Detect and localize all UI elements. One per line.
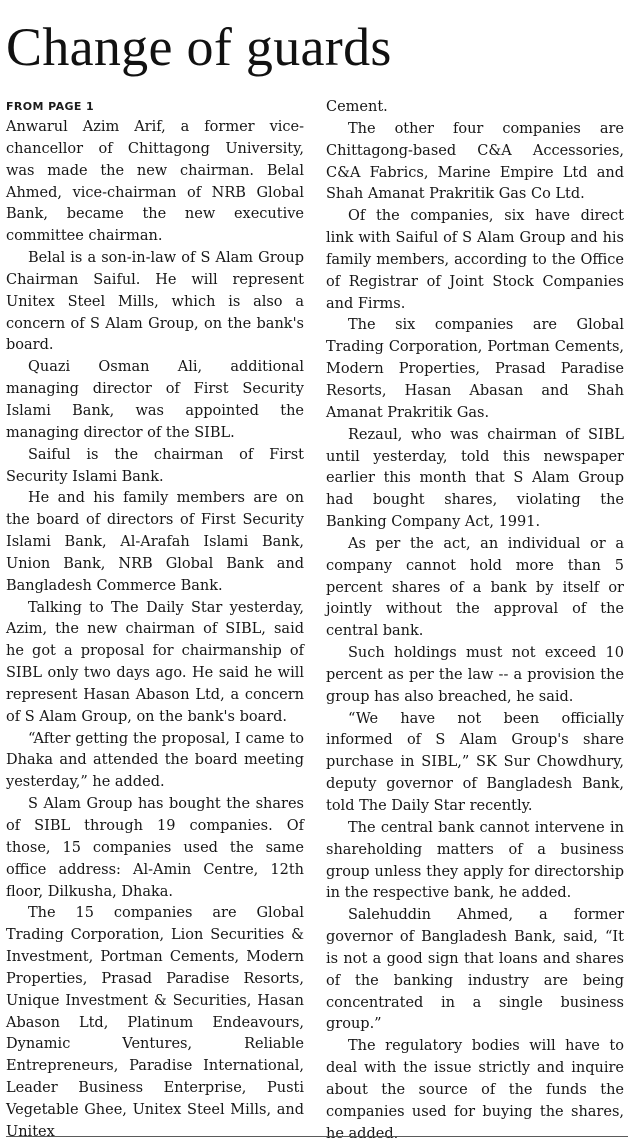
article-paragraph: The other four companies are Chittagong-based C&A Accessories, C&A Fabrics, Marine Empire Ltd and Shah Amanat Prakritik Gas Co Ltd. [326, 120, 624, 203]
article-paragraph: He and his family members are on the board of directors of First Security Islami Bank, Al-Arafah Islami Bank, Union Bank, NRB Global Bank and Bangladesh Commerce Bank. [6, 490, 304, 594]
article-paragraph: The 15 companies are Global Trading Corporation, Lion Securities & Investment, Portman Cements, Modern Properties, Prasad Paradise Resorts, Unique Investment & Securities, Hasan Abason Ltd, Platinum Endeavours, Dynamic Ventures, Reliable Entrepreneurs, Paradise International, Leader Business Enterprise, Pusti Vegetable Ghee, Unitex Steel Mills, and Unitex [6, 905, 304, 1140]
article-paragraph: As per the act, an individual or a company cannot hold more than 5 percent shares of a bank by itself or jointly without the approval of the central bank. [326, 535, 624, 640]
headline: Change of guards [6, 17, 392, 77]
article-paragraph: Rezaul, who was chairman of SIBL until yesterday, told this newspaper earlier this month that S Alam Group had bought shares, violating the Banking Company Act, 1991. [326, 426, 624, 531]
article-paragraph: “After getting the proposal, I came to Dhaka and attended the board meeting yesterday,” he added. [6, 730, 304, 791]
article-paragraph: Salehuddin Ahmed, a former governor of Bangladesh Bank, said, “It is not a good sign that loans and shares of the banking industry are being concentrated in a single business group.” [326, 907, 624, 1033]
article-paragraph: Belal is a son-in-law of S Alam Group Chairman Saiful. He will represent Unitex Steel Mills, which is also a concern of S Alam Group, on the bank's board. [6, 250, 304, 354]
continuation-kicker: FROM PAGE 1 [6, 100, 95, 113]
article-paragraph: Of the companies, six have direct link with Saiful of S Alam Group and his family members, according to the Office of Registrar of Joint Stock Companies and Firms. [326, 208, 624, 312]
article-paragraph: Cement. [326, 99, 388, 115]
article-paragraph: Anwarul Azim Arif, a former vice-chancellor of Chittagong University, was made the new chairman. Belal Ahmed, vice-chairman of NRB Global Bank, became the new executive committee chairman. [6, 119, 304, 245]
article-paragraph: The central bank cannot intervene in shareholding matters of a business group unless they apply for directorship in the respective bank, he added. [326, 819, 624, 902]
article-paragraph: Talking to The Daily Star yesterday, Azim, the new chairman of SIBL, said he got a proposal for chairmanship of SIBL only two days ago. He said he will represent Hasan Abason Ltd, a concern of S Alam Group, on the bank's board. [6, 599, 304, 725]
article-paragraph: S Alam Group has bought the shares of SIBL through 19 companies. Of those, 15 companies used the same office address: Al-Amin Centre, 12th floor, Dilkusha, Dhaka. [6, 796, 304, 900]
article-column-left [6, 97, 304, 1144]
article-paragraph: Such holdings must not exceed 10 percent as per the law -- a provision the group has also breached, he said. [326, 645, 624, 705]
article-paragraph: The six companies are Global Trading Corporation, Portman Cements, Modern Properties, Prasad Paradise Resorts, Hasan Abasan and Shah Amanat Prakritik Gas. [326, 317, 624, 421]
article-paragraph: Saiful is the chairman of First Security Islami Bank. [6, 446, 304, 485]
article-column-right [326, 97, 624, 1146]
article-paragraph: Quazi Osman Ali, additional managing director of First Security Islami Bank, was appointed the managing director of the SIBL. [6, 359, 304, 441]
article-paragraph: “We have not been officially informed of S Alam Group's share purchase in SIBL,” SK Sur Chowdhury, deputy governor of Bangladesh Bank, told The Daily Star recently. [326, 710, 624, 814]
article-paragraph: The regulatory bodies will have to deal with the issue strictly and inquire about the source of the funds the companies used for buying the shares, he added. [326, 1038, 624, 1142]
bottom-rule [6, 1136, 628, 1137]
